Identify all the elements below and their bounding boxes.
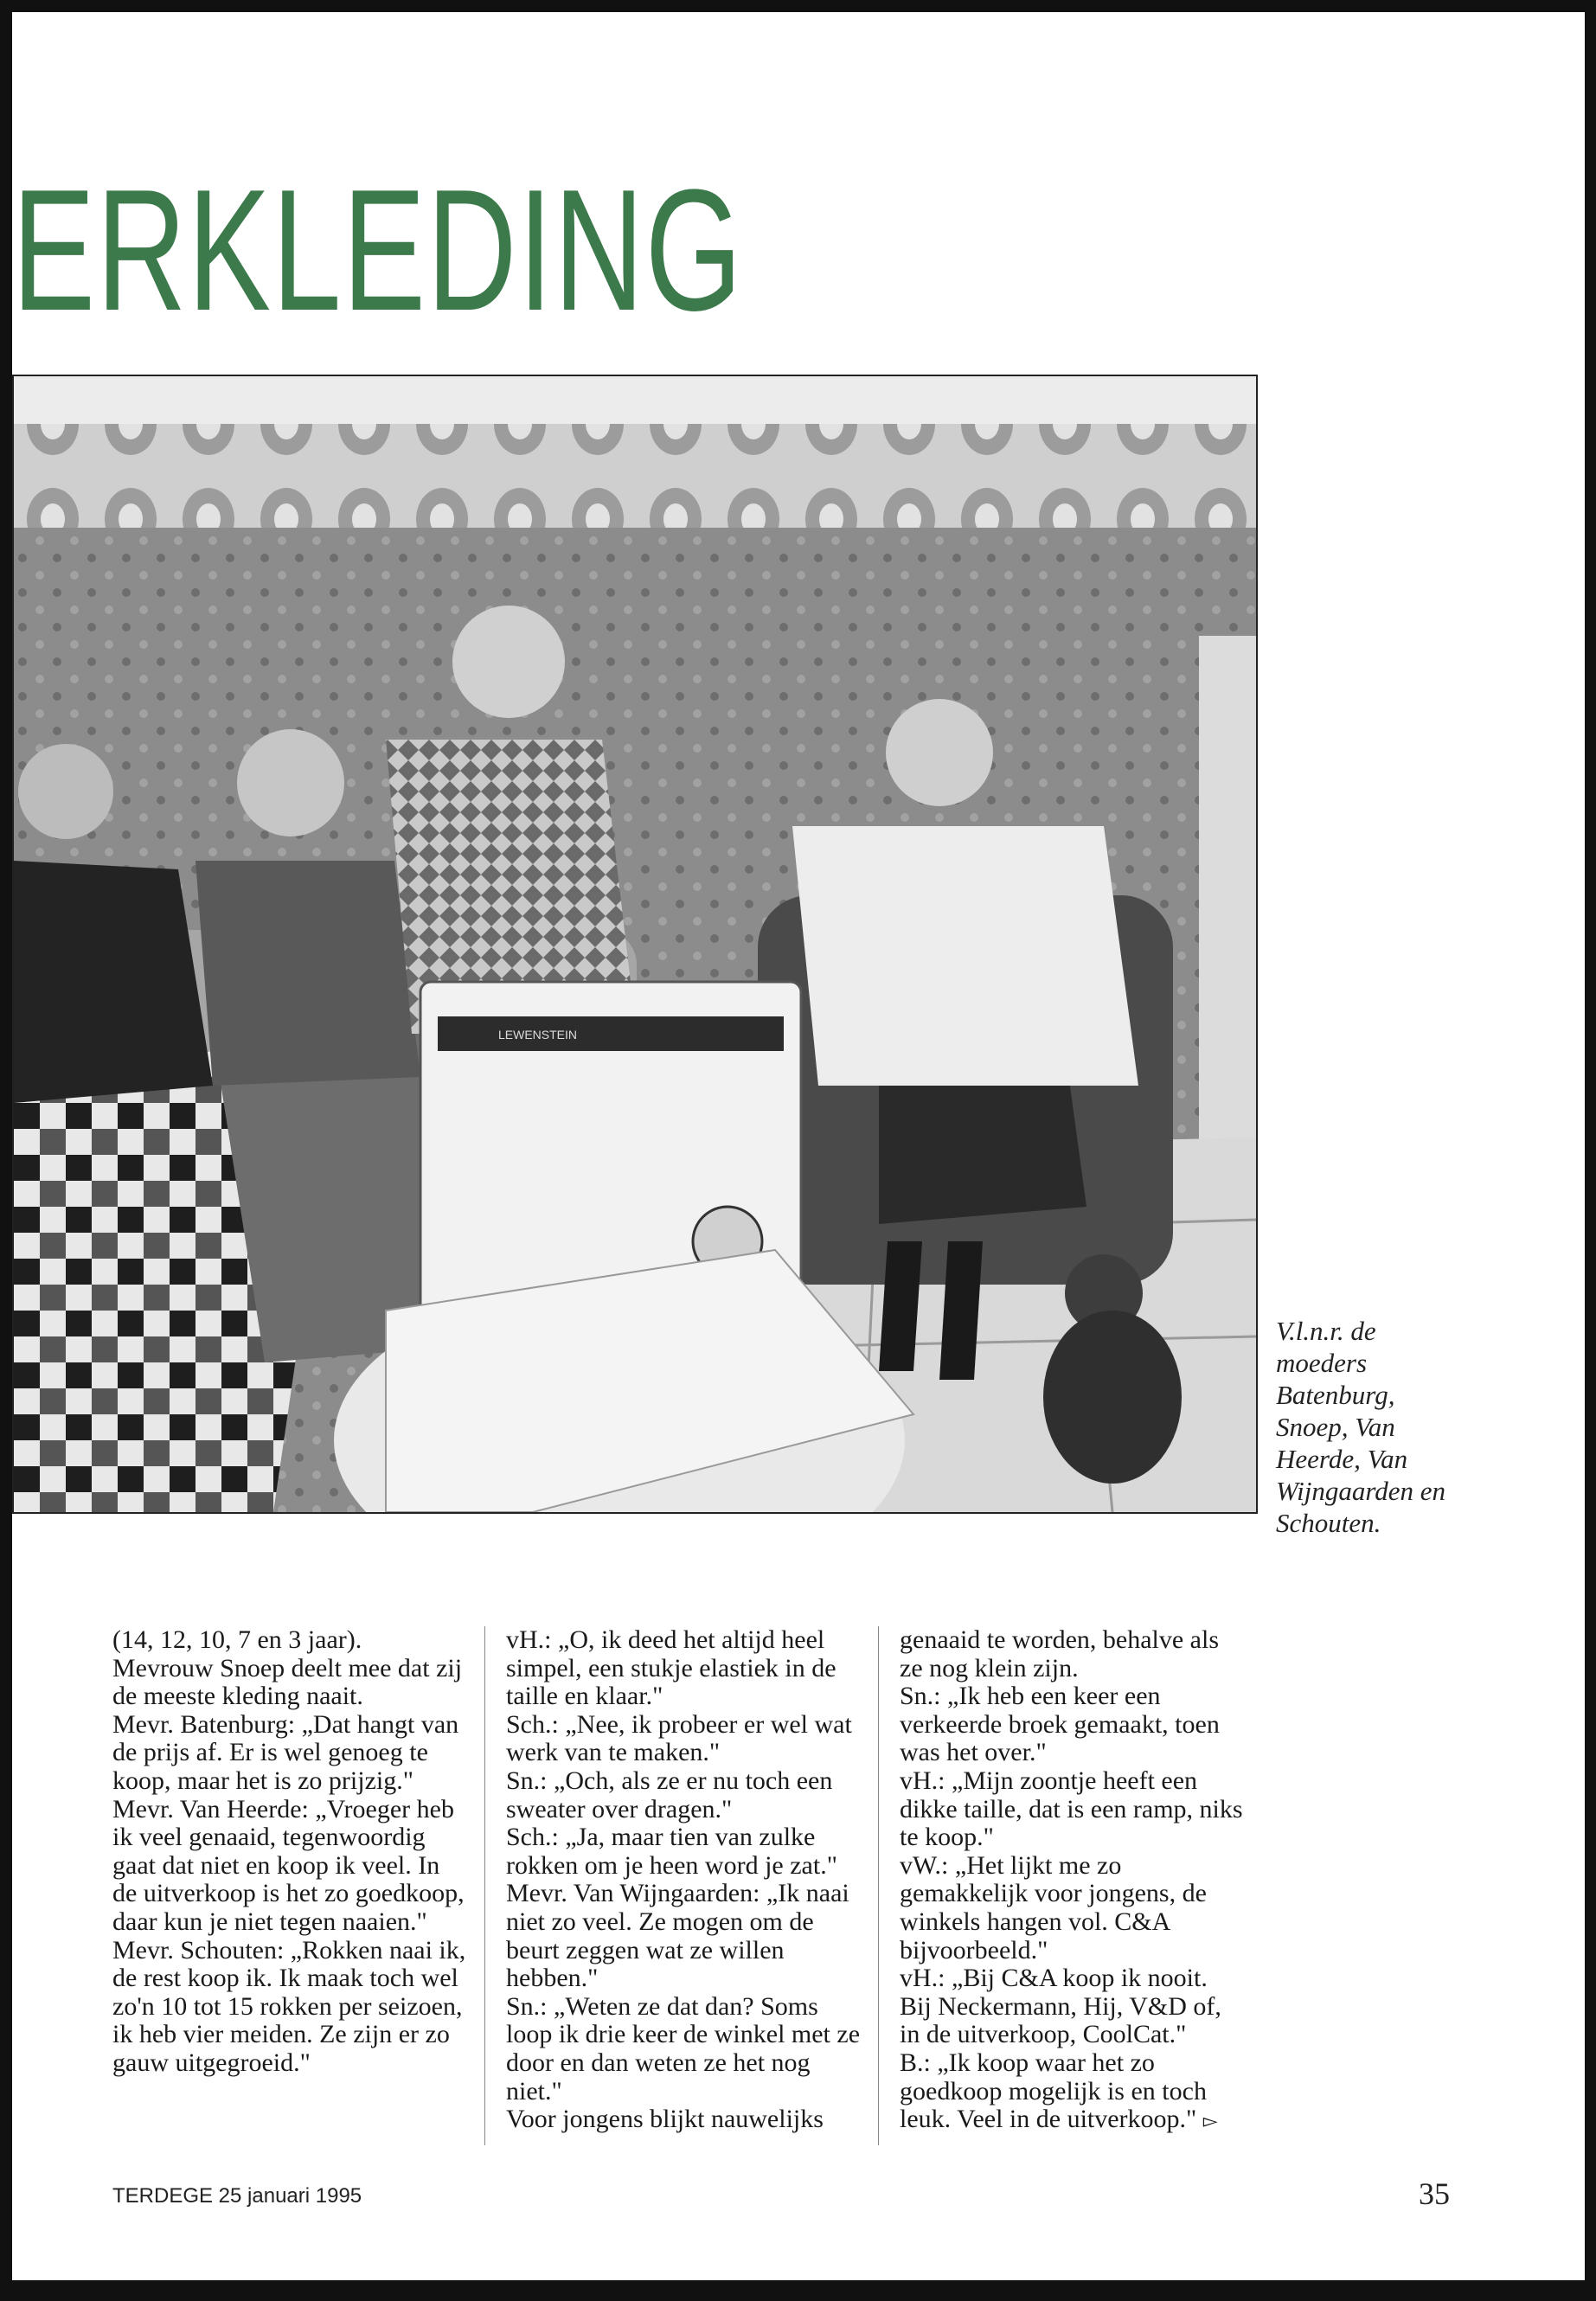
photo-mothers-sewing xyxy=(12,375,1258,1514)
machine-label: LEWENSTEIN xyxy=(498,1028,578,1042)
paragraph: Mevr. Batenburg: „Dat hangt van de prijs af. Er is wel genoeg te koop, maar het is zo prijzig." xyxy=(112,1709,459,1795)
paragraph: vW.: „Het lijkt me zo gemakkelijk voor jongens, de winkels hangen vol. C&A bijvoorbeeld." xyxy=(900,1850,1207,1965)
page-border-right xyxy=(1585,0,1596,2301)
column-rule xyxy=(878,1626,879,2145)
paragraph: Mevr. Van Wijngaarden: „Ik naai niet zo veel. Ze mogen om de beurt zeggen wat ze willen hebben." xyxy=(506,1879,849,1993)
article-column-1 xyxy=(112,1626,467,2078)
paragraph: Mevrouw Snoep deelt mee dat zij de meeste kleding naait. xyxy=(112,1653,463,1711)
paragraph: Sn.: „Och, als ze er nu toch een sweater over dragen." xyxy=(506,1766,833,1823)
paragraph: Sch.: „Ja, maar tien van zulke rokken om je heen word je zat." xyxy=(506,1823,837,1880)
page-number: 35 xyxy=(1419,2176,1450,2211)
paragraph: Mevr. Schouten: „Rokken naai ik, de rest koop ik. Ik maak toch wel zo'n 10 tot 15 rokken per seizoen, ik heb vier meiden. Ze zijn er zo gauw uitgegroeid." xyxy=(112,1935,466,2077)
paragraph-text: B.: „Ik koop waar het zo goedkoop mogelijk is en toch leuk. Veel in de uitverkoop." xyxy=(900,2048,1207,2134)
paragraph: Sch.: „Nee, ik probeer er wel wat werk van te maken." xyxy=(506,1709,852,1767)
paragraph: Voor jongens blijkt nauwelijks xyxy=(506,2105,824,2134)
paragraph: Sn.: „Weten ze dat dan? Soms loop ik drie keer de winkel met ze door en dan weten ze het nog niet." xyxy=(506,1991,861,2106)
footer-publication: TERDEGE 25 januari 1995 xyxy=(112,2184,362,2208)
article-column-2 xyxy=(506,1626,861,2134)
column-rule xyxy=(484,1626,485,2145)
paragraph: vH.: „O, ik deed het altijd heel simpel, een stukje elastiek in de taille en klaar." xyxy=(506,1625,836,1711)
paragraph: genaaid te worden, behalve als ze nog klein zijn. xyxy=(900,1625,1220,1682)
ceiling xyxy=(14,376,1256,424)
page-border-bottom xyxy=(0,2280,1596,2301)
article-column-3 xyxy=(900,1626,1246,2136)
paragraph: vH.: „Bij C&A koop ik nooit. Bij Neckermann, Hij, V&D of, in de uitverkoop, CoolCat." xyxy=(900,1964,1221,2049)
page-border-left xyxy=(0,0,12,2301)
paragraph-last xyxy=(900,2049,1246,2136)
page-border-top xyxy=(0,0,1596,12)
photo-caption: V.l.n.r. de moeders Batenburg, Snoep, Van Heerde, Van Wijngaarden en Schouten. xyxy=(1276,1316,1446,1538)
headline: ERKLEDING xyxy=(12,154,744,347)
paragraph: vH.: „Mijn zoontje heeft een dikke taille, dat is een ramp, niks te koop." xyxy=(900,1766,1243,1852)
paragraph: Sn.: „Ik heb een keer een verkeerde broek gemaakt, toen was het over." xyxy=(900,1682,1220,1767)
end-mark-icon: ▻ xyxy=(1202,2110,1218,2132)
paragraph: (14, 12, 10, 7 en 3 jaar). xyxy=(112,1625,362,1654)
wallpaper-border xyxy=(14,424,1256,528)
paragraph: Mevr. Van Heerde: „Vroeger heb ik veel genaaid, tegenwoordig gaat dat niet en koop ik veel. In de uitverkoop is het zo goedkoop, daar kun je niet tegen naaien." xyxy=(112,1794,465,1936)
